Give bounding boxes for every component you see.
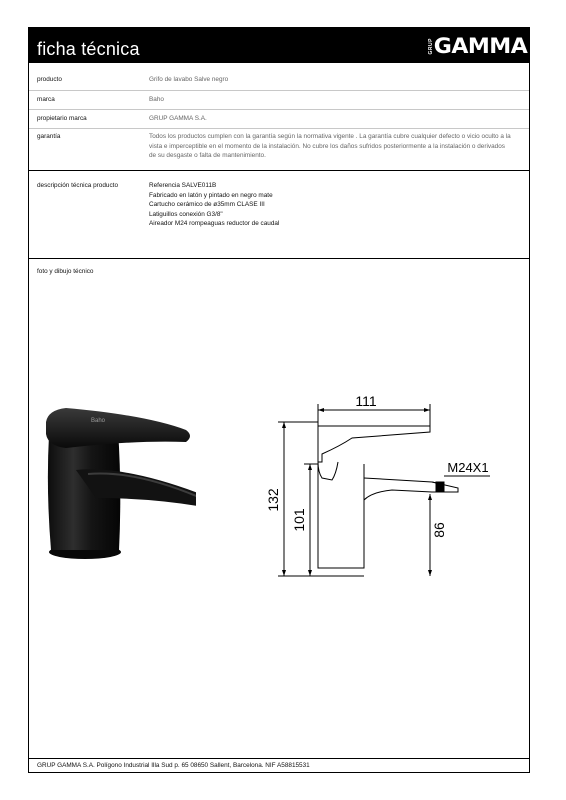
descripcion-line: Latiguillos conexión G3/8" — [149, 210, 223, 218]
page-title: ficha técnica — [37, 39, 140, 59]
value-producto: Grifo de lavabo Salve negro — [149, 76, 229, 83]
header-bar — [29, 28, 529, 63]
drawing-body-outline — [318, 464, 364, 568]
faucet-photo — [36, 370, 196, 580]
value-descripcion — [149, 181, 524, 229]
label-propietario: propietario marca — [37, 115, 87, 122]
value-propietario: GRUP GAMMA S.A. — [149, 115, 207, 122]
garantia-line: Todos los productos cumplen con la garantía según la normativa vigente . La garantía cubre cualquier defecto o vicio oculto a la — [149, 133, 511, 140]
descripcion-line: Aireador M24 rompeaguas reductor de caudal — [149, 220, 280, 227]
dim-width-label: 111 — [355, 393, 377, 409]
garantia-line: de su desgaste o falta de mantenimiento. — [149, 152, 266, 159]
footer-address: GRUP GAMMA S.A. Polígono Industrial Illa Sud p. 65 08650 Sallent, Barcelona. NIF A58815531 — [37, 762, 310, 769]
value-garantia — [149, 132, 524, 161]
dim-spout-height-label: 86 — [431, 522, 447, 538]
label-descripcion: descripción técnica producto — [37, 182, 118, 189]
label-garantia: garantía — [37, 133, 61, 140]
divider — [29, 109, 529, 110]
gamma-logo — [427, 34, 528, 58]
divider — [29, 90, 529, 91]
logo-gamma-text: GAMMA — [433, 34, 528, 58]
dim-total-height-label: 132 — [265, 488, 281, 512]
foto-label: foto y dibujo técnico — [37, 268, 94, 275]
logo-grup-text: GRUP — [427, 37, 434, 55]
faucet-lever — [46, 408, 190, 448]
garantia-line: vista e imperceptible en el momento de la instalación. No cubre los daños sufridos posteriormente a la instalación o derivados — [149, 142, 505, 150]
descripcion-line: Fabricado en latón y pintado en negro mate — [149, 191, 273, 199]
descripcion-line: Referencia SALVE011B — [149, 182, 217, 189]
drawing-aerator — [436, 482, 444, 492]
divider — [29, 258, 529, 259]
technical-drawing — [232, 382, 492, 592]
divider — [29, 758, 529, 759]
label-marca: marca — [37, 96, 55, 103]
thread-label: M24X1 — [447, 460, 489, 475]
divider — [29, 128, 529, 129]
dim-body-height-label: 101 — [291, 508, 307, 532]
divider — [29, 170, 529, 171]
drawing-head-outline — [318, 462, 338, 480]
drawing-lever-outline — [318, 426, 430, 462]
descripcion-line: Cartucho cerámico de ø35mm CLASE III — [149, 201, 265, 208]
photo-brand-mark: Baho — [91, 418, 106, 424]
label-producto: producto — [37, 76, 62, 83]
value-marca: Baho — [149, 96, 164, 103]
